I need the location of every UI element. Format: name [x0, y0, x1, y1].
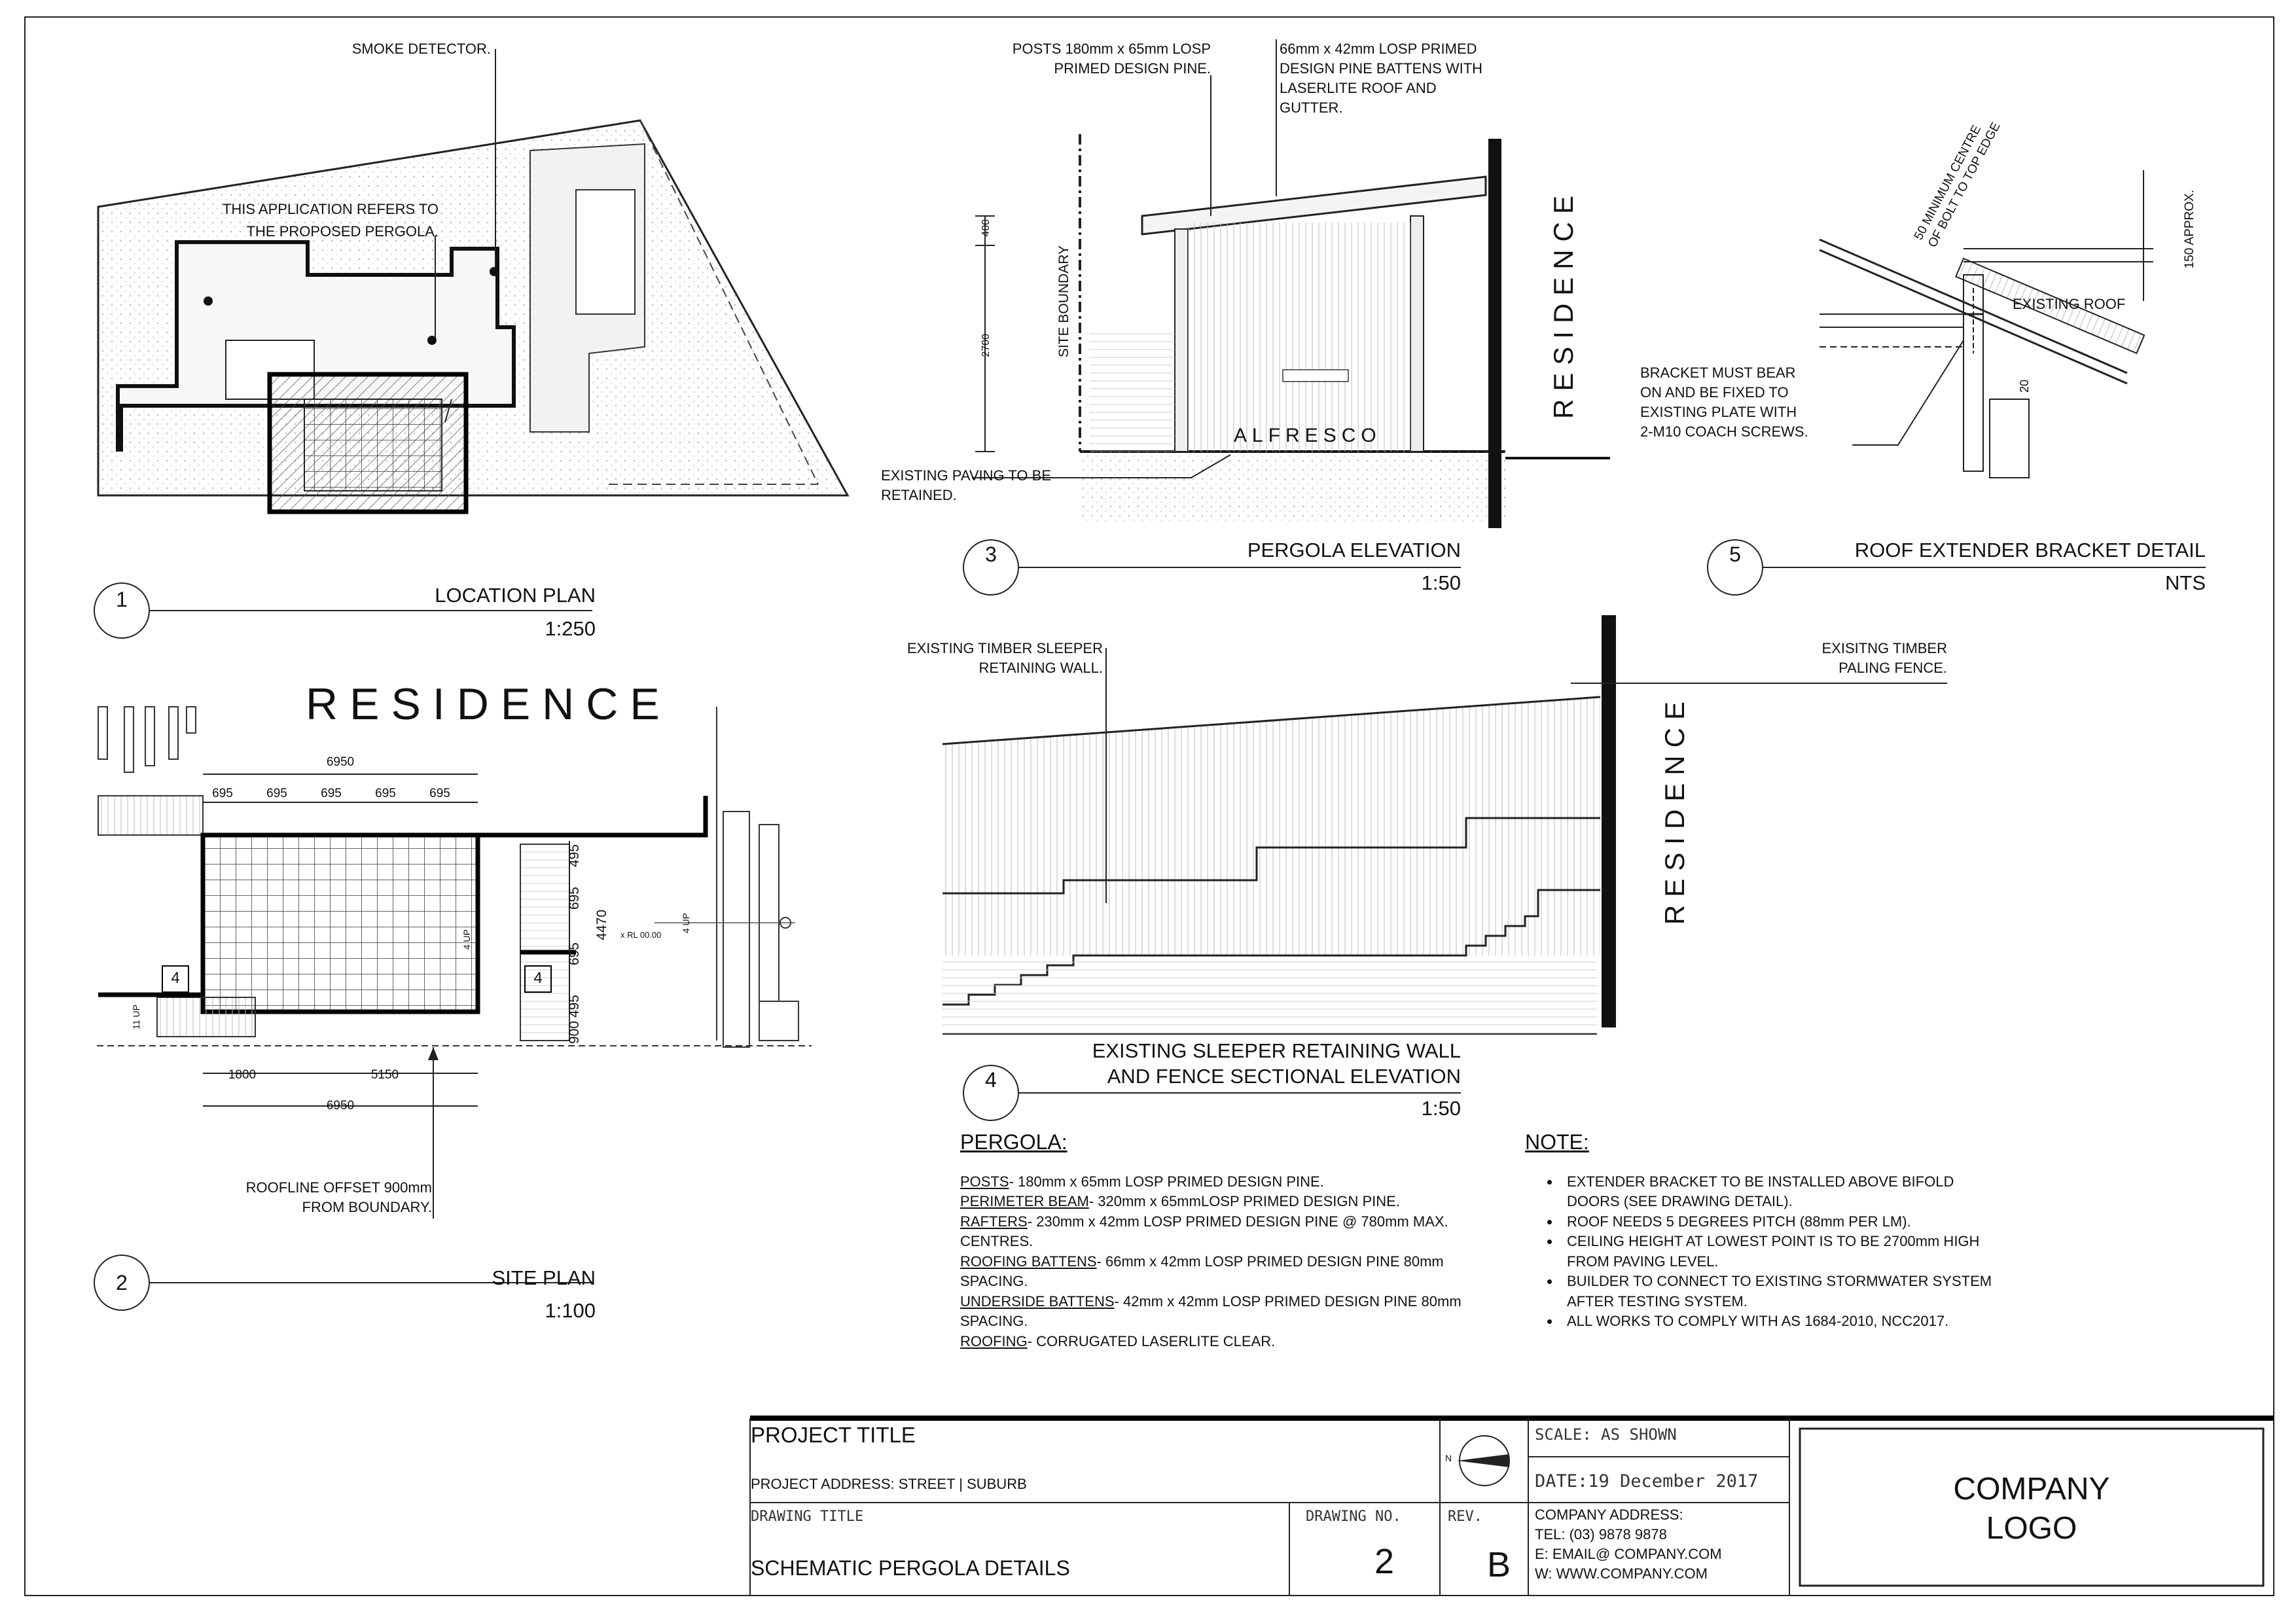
view-5-number: 5 [1729, 543, 1741, 566]
drawing-title-label: DRAWING TITLE [751, 1508, 864, 1525]
pergola-elevation-scale: 1:50 [1421, 571, 1461, 594]
note-item: • BUILDER TO CONNECT TO EXISTING STORMWATER SYSTEM AFTER TESTING SYSTEM. [1560, 1272, 1996, 1311]
bracket-note: BRACKET MUST BEAR ON AND BE FIXED TO EXISTING PLATE WITH 2-M10 COACH SCREWS. [1640, 365, 1808, 440]
section-marker-a-label: 4 [171, 969, 180, 987]
bolt-note: 50 MINIMUM CENTRE OF BOLT TO TOP EDGE [1911, 120, 2003, 250]
view-1-number: 1 [116, 588, 128, 611]
general-notes [1525, 1132, 1996, 1332]
pergola-spec [960, 1132, 1484, 1351]
dim-400: 400 [980, 219, 992, 237]
dim-side-e: 900 [567, 1021, 582, 1044]
paving-note: EXISTING PAVING TO BE RETAINED. [881, 467, 1051, 503]
company-logo-line1: COMPANY [1953, 1472, 2110, 1507]
dim-bottom-total: 6950 [326, 1099, 355, 1113]
section-scale: 1:50 [1421, 1097, 1461, 1120]
dim-bay-5: 695 [429, 787, 450, 800]
site-plan-scale: 1:100 [545, 1299, 596, 1322]
section-residence-label: RESIDENCE [1659, 694, 1690, 925]
section-title-line1: EXISTING SLEEPER RETAINING WALL [1092, 1039, 1461, 1062]
sectional-elevation-drawing [942, 615, 1947, 1034]
up-11-label: 11 UP [131, 1005, 141, 1029]
dim-top-total: 6950 [326, 755, 355, 769]
company-email: E: EMAIL@ COMPANY.COM [1535, 1546, 1722, 1562]
alfresco-label: ALFRESCO [1234, 425, 1382, 446]
rev-value: B [1487, 1545, 1511, 1584]
company-web: W: WWW.COMPANY.COM [1535, 1565, 1708, 1582]
dim-side-a: 495 [567, 844, 582, 868]
spec-roofing: ROOFING- CORRUGATED LASERLITE CLEAR. [960, 1332, 1276, 1349]
company-logo-line2: LOGO [1986, 1511, 2077, 1546]
dim-side-d: 495 [567, 995, 582, 1018]
note-item: • EXTENDER BRACKET TO BE INSTALLED ABOVE BIFOLD DOORS (SEE DRAWING DETAIL). [1560, 1172, 1996, 1212]
project-title: PROJECT TITLE [751, 1423, 916, 1447]
up-4-label-b: 4 UP [681, 913, 691, 934]
pergola-spec-heading: PERGOLA: [960, 1130, 1067, 1154]
north-arrow-icon [1457, 1436, 1509, 1486]
view-4-number: 4 [985, 1068, 997, 1092]
sleeper-note: EXISTING TIMBER SLEEPER RETAINING WALL. [906, 640, 1103, 676]
posts-note: POSTS 180mm x 65mm LOSP PRIMED DESIGN PINE. [1012, 41, 1211, 77]
site-boundary-label: SITE BOUNDARY [1056, 245, 1071, 358]
location-plan-scale: 1:250 [545, 617, 596, 640]
location-plan-drawing [98, 49, 848, 512]
date-label: DATE:19 December 2017 [1535, 1471, 1759, 1491]
smoke-detector-label: SMOKE DETECTOR. [351, 41, 491, 57]
site-plan-title: SITE PLAN [492, 1266, 596, 1289]
fence-note: EXISITNG TIMBER PALING FENCE. [1821, 640, 1947, 676]
bracket-detail-scale: NTS [2165, 571, 2206, 594]
dim-20: 20 [2018, 380, 2031, 393]
note-item: • CEILING HEIGHT AT LOWEST POINT IS TO BE 2700mm HIGH FROM PAVING LEVEL. [1560, 1232, 1996, 1272]
battens-note: 66mm x 42mm LOSP PRIMED DESIGN PINE BATTENS WITH LASERLITE ROOF AND GUTTER. [1280, 41, 1483, 116]
dim-bay-2: 695 [266, 787, 287, 800]
note-item: • ROOF NEEDS 5 DEGREES PITCH (88mm PER LM). [1560, 1212, 1996, 1232]
drawing-title: SCHEMATIC PERGOLA DETAILS [751, 1556, 1070, 1580]
spec-rafters: RAFTERS- 230mm x 42mm LOSP PRIMED DESIGN PINE @ 780mm MAX. CENTRES. [960, 1213, 1448, 1249]
dim-bottom-mid: 5150 [370, 1068, 399, 1082]
rl-label: x RL 00.00 [620, 930, 662, 940]
bracket-detail-drawing [1820, 170, 2153, 478]
pergola-residence-label: RESIDENCE [1548, 188, 1579, 419]
rev-label: REV. [1448, 1508, 1482, 1525]
pergola-elevation-title: PERGOLA ELEVATION [1247, 539, 1461, 562]
application-note: THIS APPLICATION REFERS TO THE PROPOSED PERGOLA. [222, 201, 439, 240]
approx-150-note: 150 APPROX. [2183, 190, 2197, 269]
dim-side-c: 695 [567, 942, 582, 966]
site-plan-residence-heading: RESIDENCE [306, 679, 672, 729]
spec-underside-battens: UNDERSIDE BATTENS- 42mm x 42mm LOSP PRIMED DESIGN PINE 80mm SPACING. [960, 1293, 1462, 1329]
spec-roofing-battens: ROOFING BATTENS- 66mm x 42mm LOSP PRIMED DESIGN PINE 80mm SPACING. [960, 1253, 1444, 1289]
view-2-number: 2 [116, 1271, 128, 1294]
note-item: • ALL WORKS TO COMPLY WITH AS 1684-2010, NCC2017. [1560, 1311, 1996, 1332]
project-address: PROJECT ADDRESS: STREET | SUBURB [751, 1476, 1027, 1492]
drawing-no: 2 [1374, 1542, 1395, 1581]
notes-heading: NOTE: [1525, 1130, 1589, 1154]
spec-perimeter-beam: PERIMETER BEAM- 320mm x 65mmLOSP PRIMED DESIGN PINE. [960, 1193, 1400, 1209]
roofline-note: ROOFLINE OFFSET 900mm FROM BOUNDARY. [245, 1179, 432, 1215]
view-3-number: 3 [985, 543, 997, 566]
north-label: N [1445, 1453, 1452, 1463]
dim-side-total: 4470 [594, 910, 609, 940]
bracket-detail-title: ROOF EXTENDER BRACKET DETAIL [1854, 539, 2206, 562]
section-title-line2: AND FENCE SECTIONAL ELEVATION [1107, 1065, 1461, 1088]
location-plan-title: LOCATION PLAN [435, 584, 596, 607]
dim-bay-3: 695 [321, 787, 342, 800]
existing-roof-label: EXISTING ROOF [2013, 296, 2126, 312]
company-tel: TEL: (03) 9878 9878 [1535, 1526, 1667, 1543]
spec-posts: POSTS- 180mm x 65mm LOSP PRIMED DESIGN PINE. [960, 1173, 1324, 1190]
dim-bay-1: 695 [212, 787, 233, 800]
dim-bay-4: 695 [375, 787, 396, 800]
dim-2700: 2700 [980, 334, 992, 357]
drawing-no-label: DRAWING NO. [1306, 1508, 1401, 1525]
scale-label: SCALE: AS SHOWN [1535, 1425, 1677, 1444]
section-marker-b-label: 4 [533, 969, 543, 987]
company-address: COMPANY ADDRESS: [1535, 1507, 1683, 1523]
dim-side-b: 695 [567, 887, 582, 910]
dim-bottom-left: 1800 [228, 1068, 257, 1082]
up-4-label-a: 4 UP [461, 929, 472, 950]
